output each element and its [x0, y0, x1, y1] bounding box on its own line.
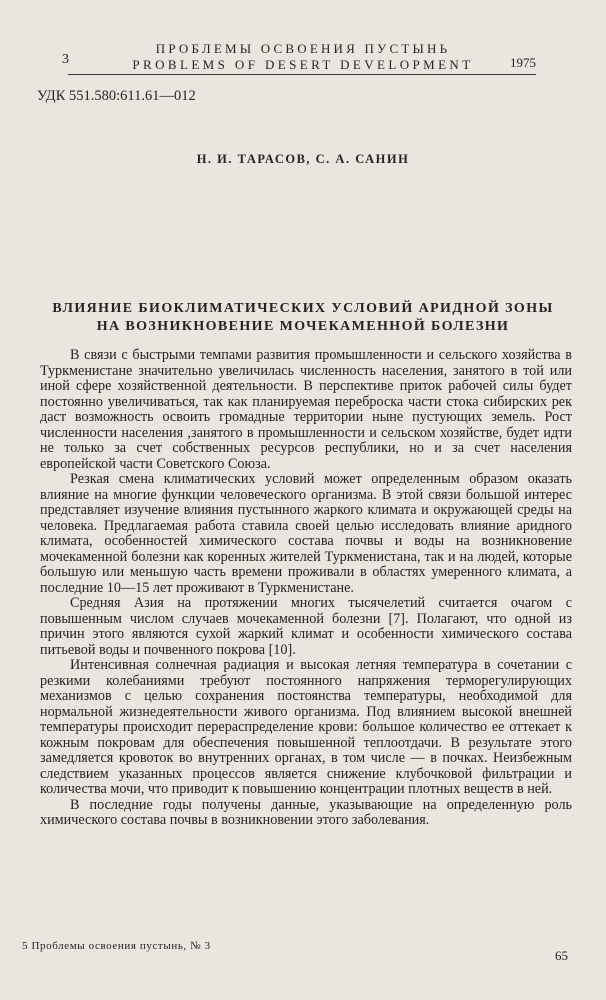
publication-year: 1975: [510, 55, 536, 70]
article-title-line-2: НА ВОЗНИКНОВЕНИЕ МОЧЕКАМЕННОЙ БОЛЕЗНИ: [96, 319, 510, 334]
article-title: [0, 300, 606, 336]
header-rule: [68, 74, 536, 75]
article-title-line-1: ВЛИЯНИЕ БИОКЛИМАТИЧЕСКИХ УСЛОВИЙ АРИДНОЙ ЗОНЫ: [52, 301, 554, 316]
journal-title-ru: ПРОБЛЕМЫ ОСВОЕНИЯ ПУСТЫНЬ: [155, 41, 451, 56]
journal-title-en: PROBLEMS OF DESERT DEVELOPMENT: [132, 57, 474, 72]
udc-code: УДК 551.580:611.61—012: [37, 88, 196, 104]
issue-number: 3: [62, 52, 69, 67]
signature-footnote: 5 Проблемы освоения пустынь, № 3: [22, 940, 211, 952]
paragraph: В связи с быстрыми темпами развития промышленности и сельского хозяйства в Туркменистане значительно увеличилась численность населения, занятого в той или иной сфере хозяйственной деятельности. В перспективе приток рабочей силы будет постоянно увеличиваться, так как планируемая переброска части стока сибирских рек даст возможность освоить громадные территории ныне пустующих земель. Рост численности населения ,занятого в промышленности и сельском хозяйстве, будет идти не только за счет собственных ресурсов республики, но и за счет населения европейской части Советского Союза.: [40, 347, 572, 472]
paragraph: Резкая смена климатических условий может определенным образом оказать влияние на многие функции человеческого организма. В этой связи большой интерес представляет изучение влияния пустынного жаркого климата и окружающей среды на человека. Предлагаемая работа ставила своей целью исследовать влияние аридного климата, особенностей химического состава почвы и воды на возникновение мочекаменной болезни как коренных жителей Туркменистана, так и на людей, которые большую или меньшую часть времени проживали в областях умеренного климата, а последние 10—15 лет проживают в Туркменистане.: [40, 471, 572, 596]
article-authors: Н. И. ТАРАСОВ, С. А. САНИН: [196, 152, 410, 166]
paragraph: Средняя Азия на протяжении многих тысячелетий считается очагом с повышенным числом случаев мочекаменной болезни [7]. Полагают, что одной из причин этого являются сухой жаркий климат и особенности химического состава питьевой воды и почвенного покрова [10].: [40, 595, 572, 658]
paragraph: Интенсивная солнечная радиация и высокая летняя температура в сочетании с резкими колебаниями требуют постоянного напряжения терморегулирующих механизмов с целью сохранения постоянства температуры, необходимой для нормальной жизнедеятельности живого организма. Под влиянием высокой внешней температуры происходит перераспределение крови: большое количество ее оттекает к кожным покровам для обеспечения повышенной теплоотдачи. В результате этого замедляется кровоток во внутренних органах, в том числе — в почках. Неизбежным следствием указанных процессов является снижение клубочковой фильтрации и количества мочи, что приводит к повышению концентрации плотных веществ в ней.: [40, 657, 572, 797]
paragraph: В последние годы получены данные, указывающие на определенную роль химического состава почвы в возникновении этого заболевания.: [40, 796, 572, 828]
page-number: 65: [555, 948, 568, 963]
article-body: [40, 348, 572, 829]
